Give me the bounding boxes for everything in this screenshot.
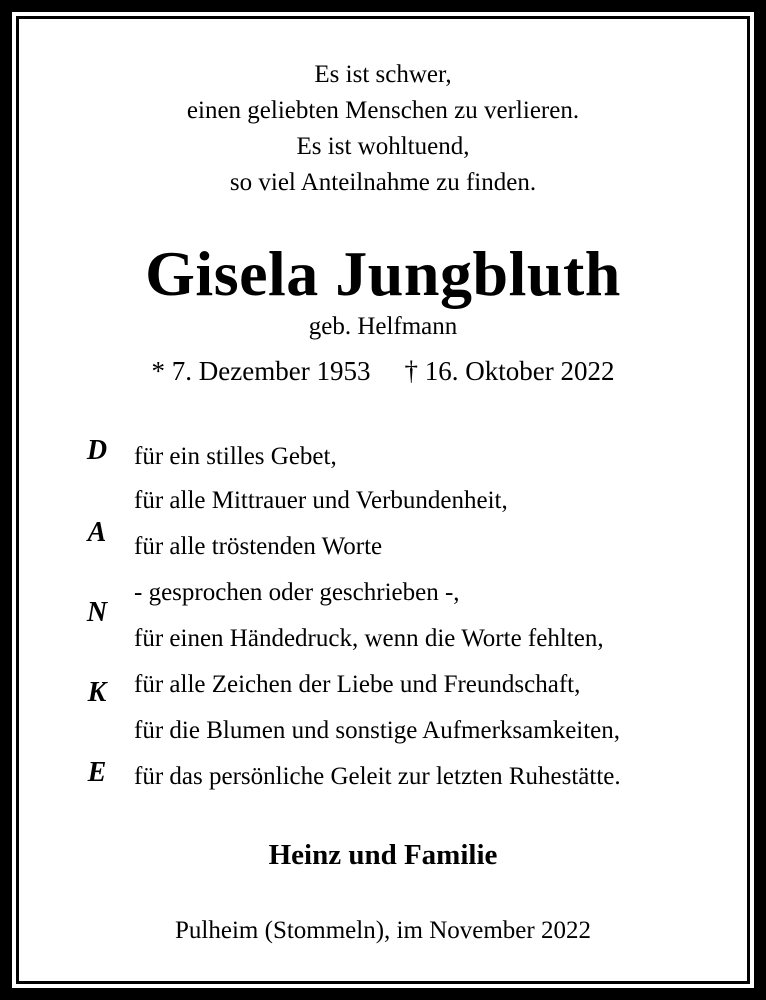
- birth-date: * 7. Dezember 1953: [151, 356, 371, 386]
- thanks-line-5: für einen Händedruck, wenn die Worte fehlten,: [134, 625, 604, 652]
- verse-line-1: Es ist schwer,: [314, 61, 452, 88]
- thanks-line-4: - gesprochen oder geschrieben -,: [134, 579, 460, 606]
- thanks-line-6: für alle Zeichen der Liebe und Freundschaft,: [134, 671, 581, 698]
- place-date: Pulheim (Stommeln), im November 2022: [175, 917, 591, 944]
- signature: Heinz und Familie: [268, 839, 498, 871]
- thanks-line-2: für alle Mittrauer und Verbundenheit,: [134, 487, 508, 514]
- death-date: † 16. Oktober 2022: [404, 356, 615, 386]
- verse-line-2: einen geliebten Menschen zu verlieren.: [186, 97, 580, 124]
- thanks-line-3: für alle tröstenden Worte: [134, 533, 383, 560]
- thanks-letter-d: D: [86, 435, 108, 466]
- thanks-letter-n: N: [86, 597, 108, 628]
- thanks-letter-k: K: [87, 677, 107, 708]
- life-dates: [0, 353, 766, 389]
- thanks-letter-a: A: [87, 517, 107, 548]
- deceased-name: Gisela Jungbluth: [145, 238, 621, 309]
- verse-line-3: Es ist wohltuend,: [296, 133, 470, 160]
- verse-line-4: so viel Anteilnahme zu finden.: [229, 169, 537, 196]
- thanks-line-1: für ein stilles Gebet,: [134, 443, 337, 470]
- thanks-line-7: für die Blumen und sonstige Aufmerksamkeiten,: [134, 717, 621, 744]
- thanks-line-8: für das persönliche Geleit zur letzten Ruhestätte.: [134, 763, 621, 790]
- birth-name: geb. Helfmann: [308, 313, 458, 340]
- thanks-letter-e: E: [87, 757, 107, 788]
- verse: [0, 57, 766, 201]
